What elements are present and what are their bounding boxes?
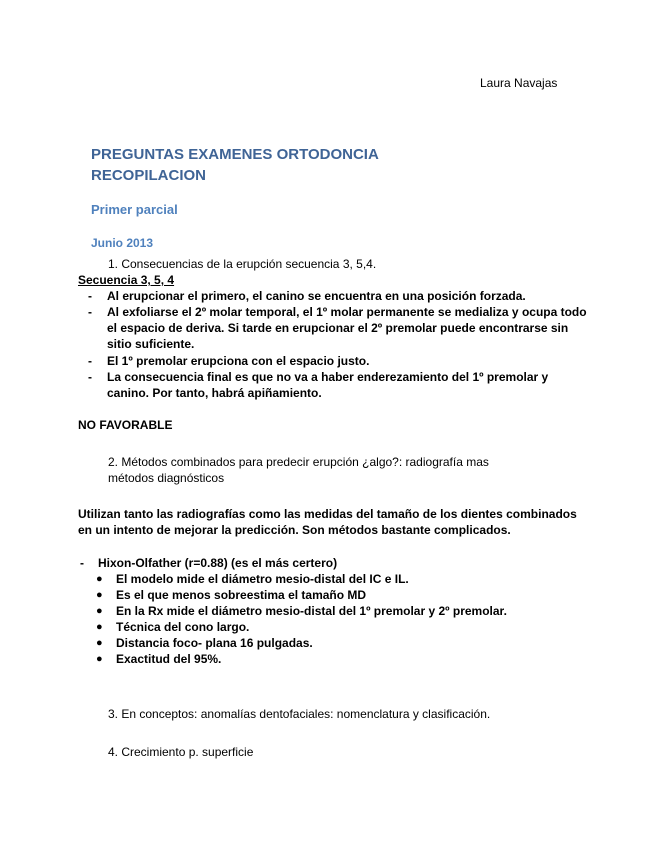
no-favorable-label: NO FAVORABLE (78, 418, 173, 432)
bullet-icon: ● (96, 637, 103, 649)
list-dash: - (88, 370, 92, 384)
question-3: 3. En conceptos: anomalías dentofaciales: nomenclatura y clasificación. (108, 707, 491, 721)
bullet-icon: ● (96, 621, 103, 633)
question-4: 4. Crecimiento p. superficie (108, 745, 254, 759)
question-1: 1. Consecuencias de la erupción secuencia 3, 5,4. (108, 257, 377, 271)
sequence-heading: Secuencia 3, 5, 4 (78, 273, 175, 287)
bullet-icon: ● (96, 605, 103, 617)
bullet-item: Técnica del cono largo. (116, 620, 250, 634)
list-dash: - (88, 305, 92, 319)
list-item: Al exfoliarse el 2º molar temporal, el 1º molar permanente se medializa y ocupa todo (107, 305, 587, 319)
list-item: Al erupcionar el primero, el canino se encuentra en una posición forzada. (107, 289, 526, 303)
bullet-icon: ● (96, 653, 103, 665)
exam-date: Junio 2013 (91, 236, 154, 250)
document-title-line2: RECOPILACION (91, 167, 207, 184)
bullet-icon: ● (96, 589, 103, 601)
paragraph-line1: Utilizan tanto las radiografías como las medidas del tamaño de los dientes combinados (78, 507, 577, 521)
list-item: La consecuencia final es que no va a haber enderezamiento del 1º premolar y (107, 370, 549, 384)
question-2-line2: métodos diagnósticos (108, 471, 225, 485)
hixon-dash: - (80, 556, 84, 570)
list-item-continued: canino. Por tanto, habrá apiñamiento. (107, 386, 322, 400)
document-title-line1: PREGUNTAS EXAMENES ORTODONCIA (91, 146, 379, 163)
bullet-item: Es el que menos sobreestima el tamaño MD (116, 588, 367, 602)
list-item-continued: el espacio de deriva. Si tarde en erupcionar el 2º premolar puede encontrarse sin (107, 321, 569, 335)
list-dash: - (88, 354, 92, 368)
list-dash: - (88, 289, 92, 303)
bullet-icon: ● (96, 573, 103, 585)
paragraph-line2: en un intento de mejorar la predicción. Son métodos bastante complicados. (78, 523, 511, 537)
hixon-heading: Hixon-Olfather (r=0.88) (es el más certero) (98, 556, 338, 570)
bullet-item: Exactitud del 95%. (116, 652, 222, 666)
bullet-item: El modelo mide el diámetro mesio-distal del IC e IL. (116, 572, 409, 586)
bullet-item: Distancia foco- plana 16 pulgadas. (116, 636, 313, 650)
author-name: Laura Navajas (480, 76, 558, 90)
question-2-line1: 2. Métodos combinados para predecir erupción ¿algo?: radiografía mas (108, 455, 489, 469)
list-item: El 1º premolar erupciona con el espacio justo. (107, 354, 370, 368)
list-item-continued: sitio suficiente. (107, 337, 195, 351)
bullet-item: En la Rx mide el diámetro mesio-distal del 1º premolar y 2º premolar. (116, 604, 507, 618)
section-subtitle: Primer parcial (91, 202, 178, 217)
